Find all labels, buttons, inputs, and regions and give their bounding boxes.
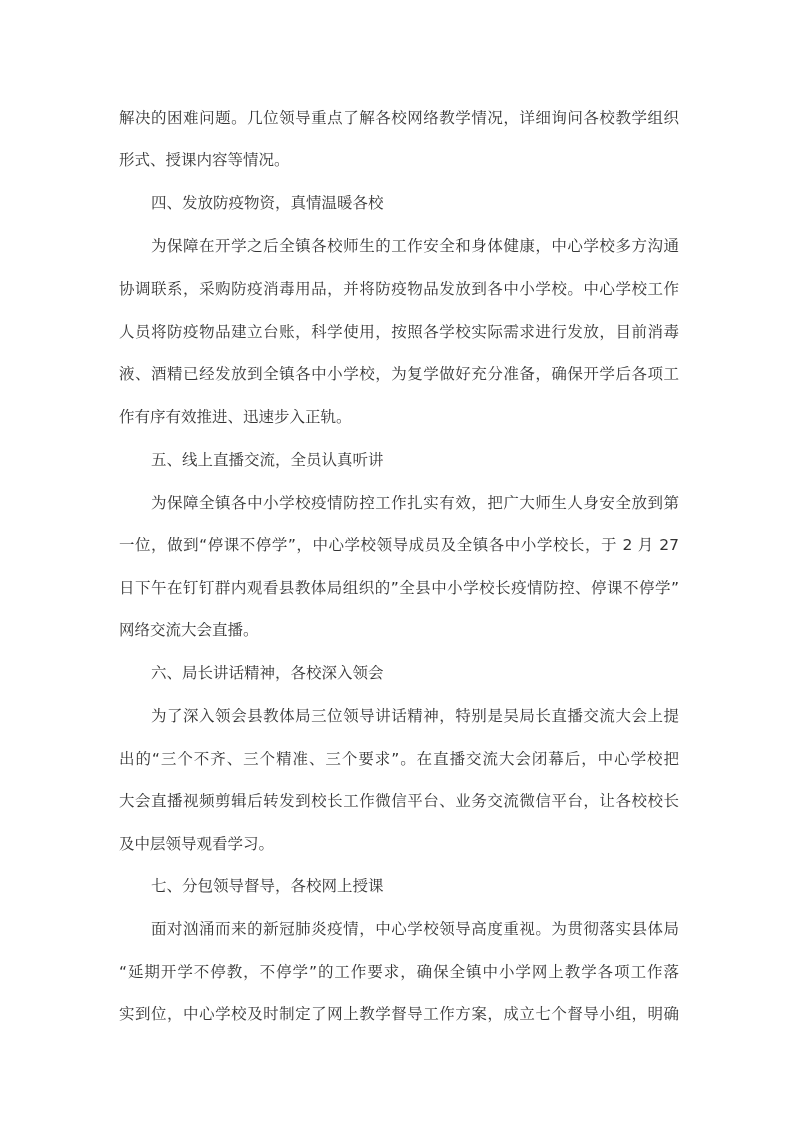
- paragraph-line: 为了深入领会县教体局三位领导讲话精神，特别是吴局长直播交流大会上提: [151, 707, 679, 725]
- paragraph-line: 为保障在开学之后全镇各校师生的工作安全和身体健康，中心学校多方沟通: [151, 237, 679, 255]
- paragraph-line: 网络交流大会直播。: [119, 621, 259, 639]
- paragraph-line: 形式、授课内容等情况。: [119, 151, 290, 169]
- paragraph-line: 一位，做到“停课不停学”，中心学校领导成员及全镇各中小学校长，于 2 月 27: [119, 536, 679, 554]
- paragraph-line: 出的“三个不齐、三个精准、三个要求”。在直播交流大会闭幕后，中心学校把: [119, 750, 679, 768]
- paragraph-line: 为保障全镇各中小学校疫情防控工作扎实有效，把广大师生人身安全放到第: [151, 494, 679, 512]
- section-heading-7: 七、分包领导督导，各校网上授课: [151, 877, 384, 895]
- paragraph-line: 日下午在钉钉群内观看县教体局组织的”全县中小学校长疫情防控、停课不停学”: [119, 579, 679, 597]
- paragraph-line: 人员将防疫物品建立台账，科学使用，按照各学校实际需求进行发放，目前消毒: [119, 323, 679, 341]
- paragraph-line: 解决的困难问题。几位领导重点了解各校网络教学情况，详细询问各校教学组织: [119, 109, 679, 127]
- paragraph-line: 液、酒精已经发放到全镇各中小学校，为复学做好充分准备，确保开学后各项工: [119, 365, 679, 383]
- paragraph-line: 作有序有效推进、迅速步入正轨。: [119, 408, 352, 426]
- paragraph-line: 协调联系，采购防疫消毒用品，并将防疫物品发放到各中小学校。中心学校工作: [119, 280, 679, 298]
- paragraph-line: 大会直播视频剪辑后转发到校长工作微信平台、业务交流微信平台，让各校校长: [119, 792, 679, 810]
- section-heading-4: 四、发放防疫物资，真情温暖各校: [151, 194, 384, 212]
- section-heading-6: 六、局长讲话精神，各校深入领会: [151, 664, 384, 682]
- section-heading-5: 五、线上直播交流，全员认真听讲: [151, 451, 384, 469]
- paragraph-line: “延期开学不停教，不停学”的工作要求，确保全镇中小学网上教学各项工作落: [119, 963, 679, 981]
- paragraph-line: 实到位，中心学校及时制定了网上教学督导工作方案，成立七个督导小组，明确: [119, 1005, 679, 1023]
- paragraph-line: 面对汹涌而来的新冠肺炎疫情，中心学校领导高度重视。为贯彻落实县体局: [151, 920, 679, 938]
- paragraph-line: 及中层领导观看学习。: [119, 835, 275, 853]
